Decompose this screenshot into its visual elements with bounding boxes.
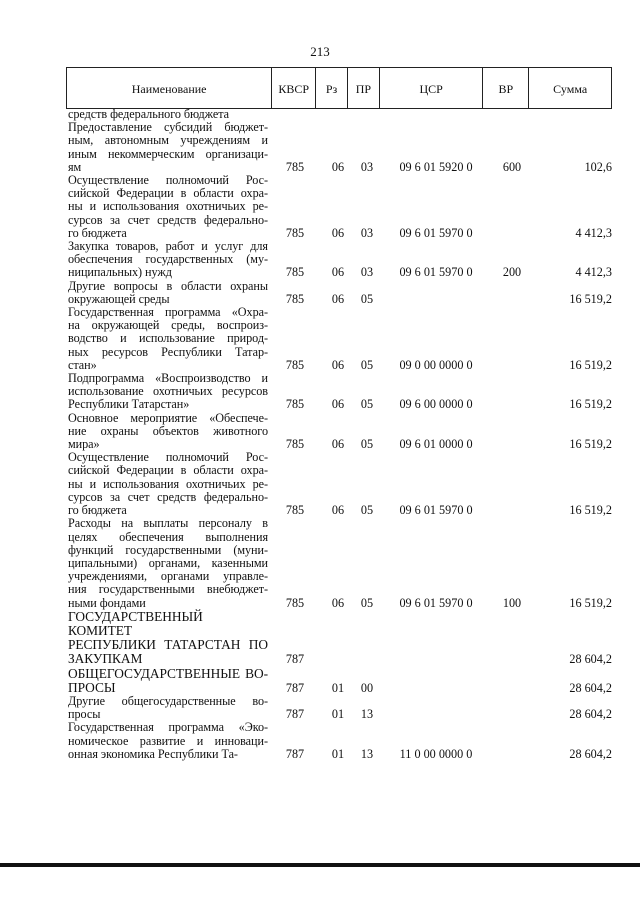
row-name-line: ям <box>68 159 82 174</box>
row-sum: 16 519,2 <box>569 595 612 610</box>
row-name-line: ния государственными внебюджет- <box>68 582 268 597</box>
row-name-line: ципальными) органами, казенными <box>68 555 268 570</box>
row-kvsr: 785 <box>285 357 305 372</box>
table-row <box>68 721 612 761</box>
row-name-line: средств федерального бюджета <box>68 107 229 121</box>
row-kvsr: 787 <box>285 680 305 695</box>
row-name <box>68 695 268 721</box>
row-csr: 09 6 01 5970 0 <box>399 503 473 518</box>
row-name <box>68 240 268 280</box>
row-csr: 09 6 00 0000 0 <box>399 397 473 412</box>
row-csr: 09 6 01 5970 0 <box>399 265 473 280</box>
table-row <box>68 695 612 721</box>
row-sum: 4 412,3 <box>575 225 612 240</box>
row-sum: 16 519,2 <box>569 291 612 306</box>
row-pr: 00 <box>360 680 374 695</box>
row-name <box>68 174 268 240</box>
row-name-line: ными фондами <box>68 595 146 610</box>
row-rz: 01 <box>331 707 345 722</box>
row-rz: 06 <box>331 503 345 518</box>
row-pr: 05 <box>360 595 374 610</box>
page-number: 213 <box>310 44 330 59</box>
row-name <box>68 412 268 452</box>
row-name-line: Государственная программа «Эко- <box>68 720 268 735</box>
row-name-line: РЕСПУБЛИКИ ТАТАРСТАН ПО <box>68 637 268 653</box>
row-pr: 05 <box>360 397 374 412</box>
row-name-line: ПРОСЫ <box>68 679 116 695</box>
row-sum: 4 412,3 <box>575 265 612 280</box>
row-name <box>68 667 268 695</box>
row-kvsr: 787 <box>285 746 305 761</box>
row-pr: 03 <box>360 265 374 280</box>
row-name-line: ны и использования охотничьих ре- <box>68 476 268 491</box>
row-pr: 05 <box>360 291 374 306</box>
table-row <box>68 240 612 280</box>
row-name-line: использование охотничьих ресурсов <box>68 384 268 399</box>
row-name-line: сурсов за счет средств федерально- <box>68 212 268 227</box>
table-row <box>68 517 612 609</box>
table-row <box>68 280 612 306</box>
row-name-line: Закупка товаров, работ и услуг для <box>68 239 268 254</box>
row-sum: 16 519,2 <box>569 437 612 452</box>
row-kvsr: 785 <box>285 503 305 518</box>
table-row <box>68 121 612 174</box>
row-name-line: на окружающей среды, воспроиз- <box>68 318 268 333</box>
row-name-line: просы <box>68 707 101 722</box>
table-row <box>68 667 612 695</box>
row-name-line: Государственная программа «Охра- <box>68 305 268 320</box>
row-name <box>68 517 268 609</box>
row-csr: 11 0 00 0000 0 <box>399 746 473 761</box>
row-name-line: Другие вопросы в области охраны <box>68 278 268 293</box>
row-name <box>68 610 268 667</box>
row-name-line: целях обеспечения выполнения <box>68 529 268 544</box>
row-name <box>68 121 268 174</box>
row-name-line: Осуществление полномочий Рос- <box>68 450 268 465</box>
row-pr: 03 <box>360 225 374 240</box>
table-header <box>66 67 612 109</box>
row-name-line: Другие общегосударственные во- <box>68 693 268 708</box>
row-rz: 01 <box>331 680 345 695</box>
row-rz: 06 <box>331 397 345 412</box>
row-csr: 09 6 01 5970 0 <box>399 595 473 610</box>
header-vr: ВР <box>483 68 529 108</box>
row-name-line: ние охраны объектов животного <box>68 423 268 438</box>
row-name-line: ЗАКУПКАМ <box>68 651 143 667</box>
row-name-line: Основное мероприятие «Обеспече- <box>68 410 268 425</box>
row-csr: 09 6 01 5970 0 <box>399 225 473 240</box>
table-row <box>68 372 612 412</box>
row-name-line: Расходы на выплаты персоналу в <box>68 516 268 531</box>
row-rz: 06 <box>331 437 345 452</box>
row-name-line: водство и использование природ- <box>68 331 268 346</box>
row-pr: 05 <box>360 503 374 518</box>
header-rz: Рз <box>316 68 348 108</box>
row-name-line: ГОСУДАРСТВЕННЫЙ КОМИТЕТ <box>68 608 203 638</box>
header-pr: ПР <box>348 68 380 108</box>
row-vr: 100 <box>502 595 522 610</box>
row-name <box>68 306 268 372</box>
row-rz: 06 <box>331 225 345 240</box>
row-name-line: ны и использования охотничьих ре- <box>68 199 268 214</box>
row-sum: 28 604,2 <box>569 652 612 667</box>
row-rz: 06 <box>331 159 345 174</box>
row-name-line: обеспечения государственных (му- <box>68 252 268 267</box>
row-pr: 03 <box>360 159 374 174</box>
row-name <box>68 451 268 517</box>
row-sum: 28 604,2 <box>569 746 612 761</box>
row-name-line: го бюджета <box>68 225 127 240</box>
row-name-line: ных ресурсов Республики Татар- <box>68 344 268 359</box>
row-name-line: Осуществление полномочий Рос- <box>68 173 268 188</box>
row-name-line: ОБЩЕГОСУДАРСТВЕННЫЕ ВО- <box>68 665 268 681</box>
row-kvsr: 785 <box>285 159 305 174</box>
row-rz: 06 <box>331 357 345 372</box>
row-name-line: ным, автономным учреждениям и <box>68 133 268 148</box>
row-name-line: сийской Федерации в области охра- <box>68 186 268 201</box>
bottom-rule <box>0 863 640 867</box>
row-name-line: сурсов за счет средств федерально- <box>68 489 268 504</box>
row-kvsr: 785 <box>285 265 305 280</box>
row-rz: 06 <box>331 595 345 610</box>
row-name-line: номическое развитие и инноваци- <box>68 733 268 748</box>
row-sum: 16 519,2 <box>569 357 612 372</box>
row-kvsr: 787 <box>285 707 305 722</box>
row-pr: 05 <box>360 437 374 452</box>
row-kvsr: 785 <box>285 397 305 412</box>
header-kvsr: КВСР <box>272 68 316 108</box>
row-vr: 600 <box>502 159 522 174</box>
row-sum: 16 519,2 <box>569 397 612 412</box>
row-name-line: Подпрограмма «Воспроизводство и <box>68 371 268 386</box>
row-name-line: ниципальных) нужд <box>68 265 172 280</box>
row-csr: 09 6 01 5920 0 <box>399 159 473 174</box>
table-row <box>68 174 612 240</box>
row-name-line: мира» <box>68 437 100 452</box>
row-csr: 09 6 01 0000 0 <box>399 437 473 452</box>
row-pr: 13 <box>360 746 374 761</box>
row-name-line: иным некоммерческим организаци- <box>68 146 268 161</box>
row-pr: 13 <box>360 707 374 722</box>
budget-table-body <box>68 108 612 761</box>
row-name-line: функций государственными (муни- <box>68 542 268 557</box>
row-name-line: го бюджета <box>68 503 127 518</box>
table-row <box>68 610 612 667</box>
row-vr: 200 <box>502 265 522 280</box>
row-name-line: окружающей среды <box>68 291 170 306</box>
row-rz: 01 <box>331 746 345 761</box>
row-rz: 06 <box>331 291 345 306</box>
row-name <box>68 372 268 412</box>
table-row <box>68 451 612 517</box>
row-kvsr: 785 <box>285 225 305 240</box>
table-row <box>68 412 612 452</box>
row-name-line: Республики Татарстан» <box>68 397 190 412</box>
row-kvsr: 785 <box>285 595 305 610</box>
row-sum: 28 604,2 <box>569 680 612 695</box>
header-sum: Сумма <box>553 81 588 96</box>
header-name: Наименование <box>67 68 272 108</box>
row-kvsr: 787 <box>285 652 305 667</box>
row-name-line: Предоставление субсидий бюджет- <box>68 120 268 135</box>
row-name-line: стан» <box>68 357 97 372</box>
table-row <box>68 306 612 372</box>
row-name-line: онная экономика Республики Та- <box>68 746 238 761</box>
row-sum: 102,6 <box>584 159 612 174</box>
row-kvsr: 785 <box>285 291 305 306</box>
row-name-line: учреждениями, органами управле- <box>68 569 268 584</box>
row-sum: 16 519,2 <box>569 503 612 518</box>
row-sum: 28 604,2 <box>569 707 612 722</box>
row-rz: 06 <box>331 265 345 280</box>
row-name <box>68 280 268 306</box>
row-kvsr: 785 <box>285 437 305 452</box>
header-csr: ЦСР <box>380 68 484 108</box>
row-csr: 09 0 00 0000 0 <box>399 357 473 372</box>
row-name-line: сийской Федерации в области охра- <box>68 463 268 478</box>
row-name <box>68 721 268 761</box>
row-pr: 05 <box>360 357 374 372</box>
